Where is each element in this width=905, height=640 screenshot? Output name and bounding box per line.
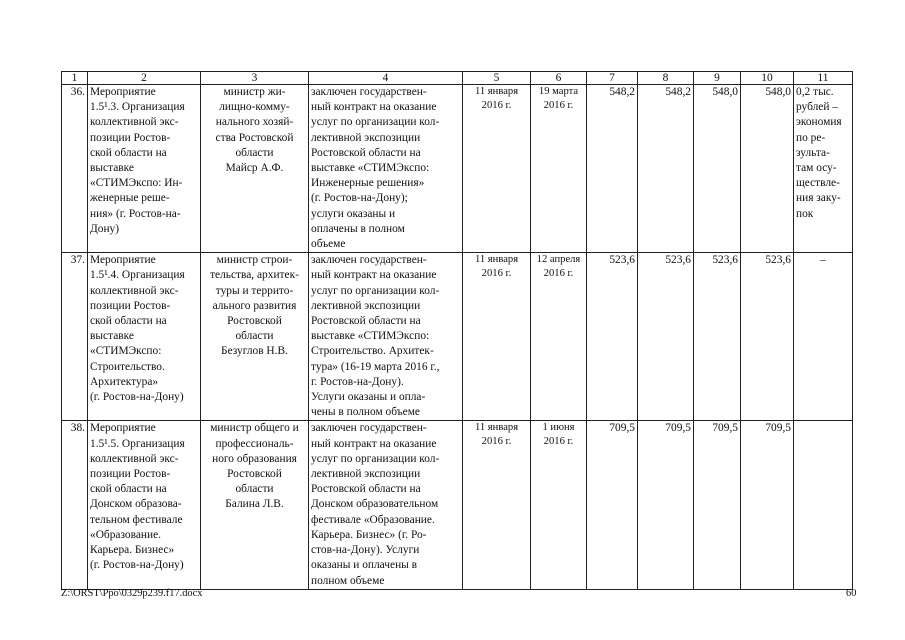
event-cell: Мероприятие 1.5¹.3. Организация коллективной экс- позиции Ростов- ской области на выставке «СТИМЭкспо: Ин- женерные реше- ния» (г. Ростов-на- Дону) (88, 85, 201, 253)
table-row (62, 421, 853, 589)
responsible-cell: министр жи- лищно-комму- нального хозяй- ства Ростовской области Майср А.Ф. (201, 85, 309, 253)
row-number: 37. (62, 253, 88, 421)
event-cell: Мероприятие 1.5¹.5. Организация коллективной экс- позиции Ростов- ской области на Донском образова- тельном фестивале «Образование. Карьера. Бизнес» (г. Ростов-на-Дону) (88, 421, 201, 589)
value-col8: 709,5 (638, 421, 694, 589)
col-header-1: 1 (62, 72, 88, 85)
col-header-5: 5 (463, 72, 531, 85)
col-header-8: 8 (638, 72, 694, 85)
col-header-9: 9 (694, 72, 741, 85)
report-table (61, 71, 853, 590)
value-col10: 523,6 (741, 253, 794, 421)
table-row (62, 85, 853, 253)
start-date-cell: 11 января 2016 г. (463, 85, 531, 253)
responsible-cell: министр строи- тельства, архитек- туры и террито- ального развития Ростовской области Безуглов Н.В. (201, 253, 309, 421)
col-header-11: 11 (794, 72, 853, 85)
event-cell: Мероприятие 1.5¹.4. Организация коллективной экс- позиции Ростов- ской области на выставке «СТИМЭкспо: Строительство. Архитектура» (г. Ростов-на-Дону) (88, 253, 201, 421)
start-date-cell: 11 января 2016 г. (463, 253, 531, 421)
responsible-cell: министр общего и профессиональ- ного образования Ростовской области Балина Л.В. (201, 421, 309, 589)
col-header-10: 10 (741, 72, 794, 85)
col-header-3: 3 (201, 72, 309, 85)
value-col9: 548,0 (694, 85, 741, 253)
value-col7: 709,5 (587, 421, 638, 589)
col-header-7: 7 (587, 72, 638, 85)
end-date-cell: 19 марта 2016 г. (531, 85, 587, 253)
table-row (62, 253, 853, 421)
note-cell: 0,2 тыс. рублей – экономия по ре- зульта- там осу- ществле- ния заку- пок (794, 85, 853, 253)
value-col8: 523,6 (638, 253, 694, 421)
value-col10: 548,0 (741, 85, 794, 253)
result-cell: заключен государствен- ный контракт на оказание услуг по организации кол- лективной экспозиции Ростовской области на выставке «СТИМЭкспо: Строительство. Архитек- тура» (16-19 марта 2016 г., г. Ростов-на-Дону). Услуги оказаны и опла- чены в полном объеме (309, 253, 463, 421)
col-header-6: 6 (531, 72, 587, 85)
row-number: 36. (62, 85, 88, 253)
value-col9: 523,6 (694, 253, 741, 421)
column-number-row (62, 72, 853, 85)
col-header-2: 2 (88, 72, 201, 85)
note-cell (794, 421, 853, 589)
value-col8: 548,2 (638, 85, 694, 253)
start-date-cell: 11 января 2016 г. (463, 421, 531, 589)
page-number: 60 (846, 588, 857, 599)
end-date-cell: 1 июня 2016 г. (531, 421, 587, 589)
value-col7: 548,2 (587, 85, 638, 253)
row-number: 38. (62, 421, 88, 589)
end-date-cell: 12 апреля 2016 г. (531, 253, 587, 421)
note-cell: – (794, 253, 853, 421)
value-col7: 523,6 (587, 253, 638, 421)
col-header-4: 4 (309, 72, 463, 85)
result-cell: заключен государствен- ный контракт на оказание услуг по организации кол- лективной экспозиции Ростовской области на Донском образовательном фестивале «Образование. Карьера. Бизнес» (г. Ро- стов-на-Дону). Услуги оказаны и оплачены в полном объеме (309, 421, 463, 589)
result-cell: заключен государствен- ный контракт на оказание услуг по организации кол- лективной экспозиции Ростовской области на выставке «СТИМЭкспо: Инженерные решения» (г. Ростов-на-Дону); услуги оказаны и оплачены в полном объеме (309, 85, 463, 253)
footer-file-path: Z:\ORST\Ppo\0329p239.f17.docx (61, 588, 203, 599)
value-col10: 709,5 (741, 421, 794, 589)
value-col9: 709,5 (694, 421, 741, 589)
